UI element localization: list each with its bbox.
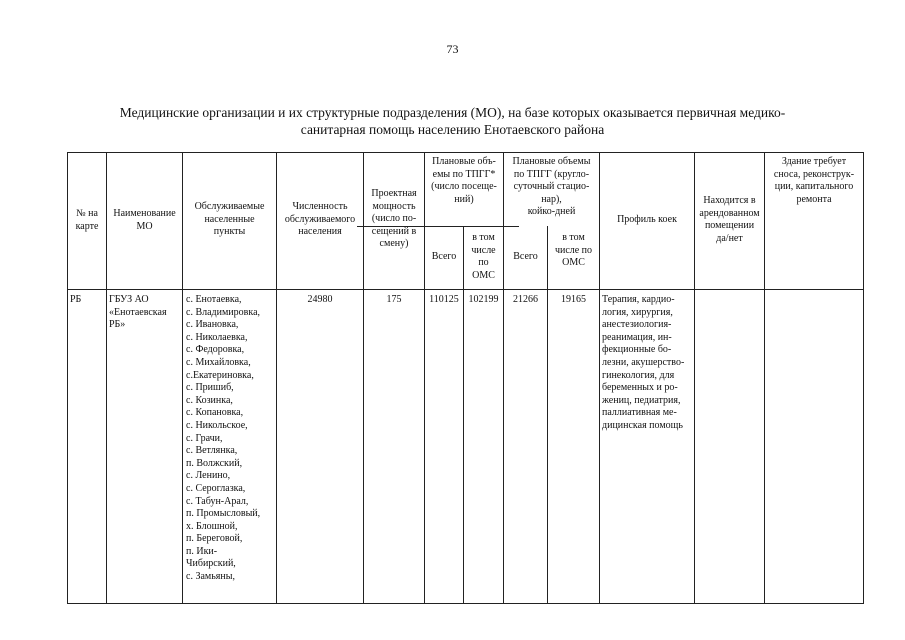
bed-profile-line: дицинская помощь xyxy=(602,419,683,431)
cell-visits-total: 110125 xyxy=(429,294,459,305)
table-border-bottom xyxy=(67,603,864,604)
bed-profile-line: реанимация, ин- xyxy=(602,331,672,343)
cell-visits-oms: 102199 xyxy=(468,294,499,305)
header-tpgg-beds: Плановые объемы по ТПГГ (кругло- суточный стацио- нар), койко-дней xyxy=(512,156,591,218)
settlement-item: с. Пришиб, xyxy=(186,382,234,394)
header-bed-profile: Профиль коек xyxy=(617,214,677,225)
settlement-item: с. Сероглазка, xyxy=(186,482,246,494)
bed-profile-line: Терапия, кардио- xyxy=(602,294,675,305)
bed-profile-list xyxy=(602,294,694,433)
header-capacity: Проектная мощность (число по- сещений в смену) xyxy=(371,188,417,250)
bed-profile-line: гинекология, для xyxy=(602,369,675,381)
settlement-item: с. Копановка, xyxy=(186,407,244,419)
settlement-item: с. Никольское, xyxy=(186,419,248,431)
col-rule-8 xyxy=(547,226,548,604)
cell-map-no: РБ xyxy=(70,294,82,305)
settlement-item: с. Табун-Арал, xyxy=(186,495,249,507)
table-border-right xyxy=(863,152,864,604)
bed-profile-line: беременных и ро- xyxy=(602,382,678,394)
title-line-1: Медицинские организации и их структурные подразделения (МО), на базе которых оказывается первичная медико- xyxy=(119,105,786,120)
col-rule-6 xyxy=(463,226,464,604)
settlement-item: с. Козинка, xyxy=(186,394,233,406)
bed-profile-line: паллиативная ме- xyxy=(602,407,677,419)
settlement-item: п. Волжский, xyxy=(186,457,243,469)
header-mo-name: Наименование МО xyxy=(113,208,176,232)
bed-profile-line: анестезиология- xyxy=(602,319,672,331)
header-bottom-rule xyxy=(67,289,864,290)
header-settlements: Обслуживаемые населенные пункты xyxy=(194,201,265,238)
title-line-2: санитарная помощь населению Енотаевского района xyxy=(300,122,605,137)
cell-mo-name: ГБУЗ АО «Енотаевская РБ» xyxy=(109,294,167,331)
settlement-item: с. Грачи, xyxy=(186,432,223,444)
col-rule-7 xyxy=(503,152,504,604)
col-rule-11 xyxy=(764,152,765,604)
settlement-item: Чибирский, xyxy=(186,558,236,570)
settlement-item: х. Блошной, xyxy=(186,520,238,532)
bed-profile-line: фекционные бо- xyxy=(602,344,672,356)
settlement-item: с. Енотаевка, xyxy=(186,294,242,305)
subheader-beds-total: Всего xyxy=(513,251,538,262)
header-population: Численность обслуживаемого населения xyxy=(284,201,356,238)
settlement-item: с. Ленино, xyxy=(186,470,231,482)
settlements-list xyxy=(186,294,276,584)
settlement-item: п. Береговой, xyxy=(186,533,243,545)
header-tpgg-visits: Плановые объ- емы по ТПГГ* (число посеще- ний) xyxy=(431,156,497,205)
cell-beds-oms: 19165 xyxy=(561,294,586,305)
subheader-visits-oms: в том числе по ОМС xyxy=(471,232,496,281)
settlement-item: с. Ивановка, xyxy=(186,319,239,331)
cell-beds-total: 21266 xyxy=(513,294,538,305)
header-building: Здание требует сноса, реконструк- ции, капитального ремонта xyxy=(773,156,855,205)
settlement-item: с. Ветлянка, xyxy=(186,445,238,457)
settlement-item: с. Владимировка, xyxy=(186,306,261,318)
header-rented: Находится в арендованном помещении да/нет xyxy=(699,195,760,244)
settlement-item: с. Николаевка, xyxy=(186,331,248,343)
settlement-item: п. Промысловый, xyxy=(186,508,261,520)
col-rule-5 xyxy=(424,152,425,604)
settlement-item: с.Екатериновка, xyxy=(186,369,254,381)
header-map-no: № на карте xyxy=(75,208,99,232)
page-number: 73 xyxy=(446,42,459,56)
medical-organizations-table xyxy=(67,152,864,604)
cell-population: 24980 xyxy=(307,294,333,305)
bed-profile-line: логия, хирургия, xyxy=(602,306,673,318)
bed-profile-line: лезни, акушерство- xyxy=(602,356,685,368)
settlement-item: с. Замьяны, xyxy=(186,571,235,583)
table-border-top xyxy=(67,152,864,153)
subheader-visits-total: Всего xyxy=(431,251,457,262)
settlement-item: с. Федоровка, xyxy=(186,344,245,356)
settlement-item: п. Ики- xyxy=(186,545,218,557)
cell-capacity: 175 xyxy=(386,294,402,305)
document-title xyxy=(60,104,845,138)
subheader-beds-oms: в том числе по ОМС xyxy=(554,232,593,269)
settlement-item: с. Михайловка, xyxy=(186,356,251,368)
bed-profile-line: жениц, педиатрия, xyxy=(602,394,681,406)
